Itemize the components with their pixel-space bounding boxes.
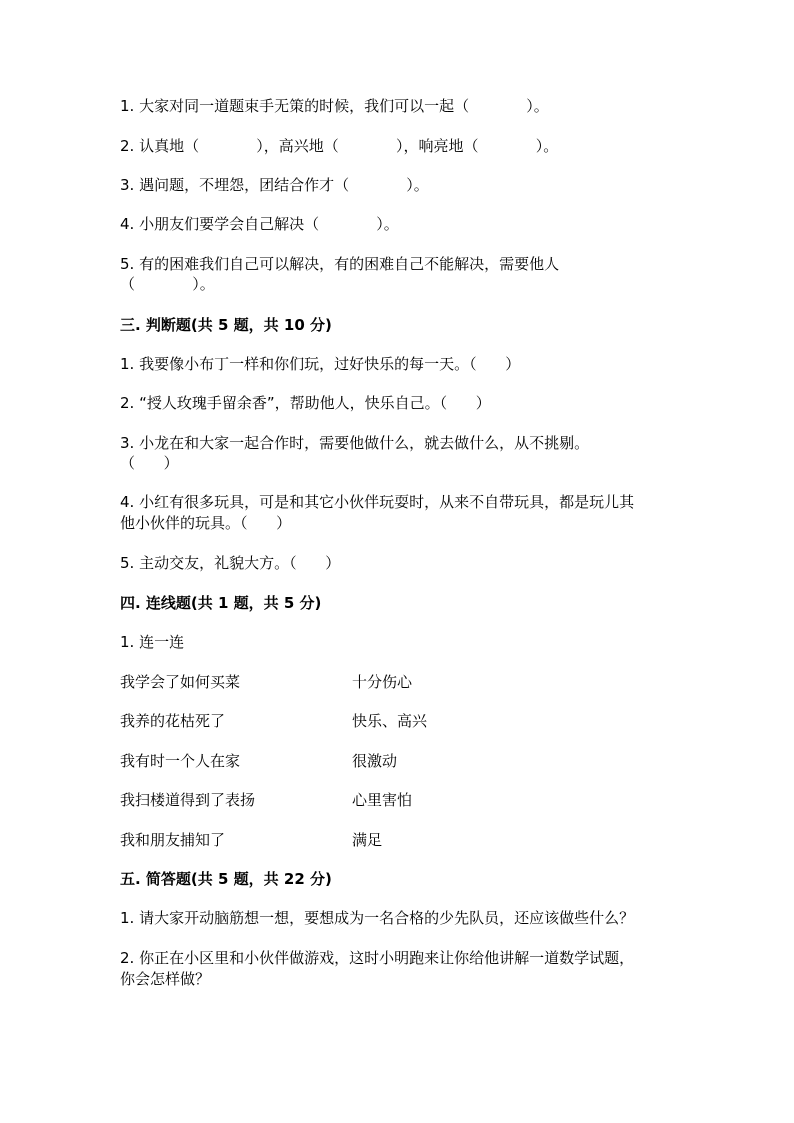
judge-item-4: 4. 小红有很多玩具，可是和其它小伙伴玩耍时，从来不自带玩具，都是玩儿其	[120, 493, 635, 511]
fill-item-5-cont: （ ）。	[120, 275, 215, 293]
short-answer-item-1: 1. 请大家开动脑筋想一想，要想成为一名合格的少先队员，还应该做些什么？	[120, 909, 635, 927]
match-right-5: 满足	[352, 831, 383, 849]
short-answer-item-2-cont: 你会怎样做？	[120, 970, 211, 988]
judge-item-3: 3. 小龙在和大家一起合作时，需要他做什么，就去做什么，从不挑剔。	[120, 434, 590, 452]
fill-item-4: 4. 小朋友们要学会自己解决（ ）。	[120, 215, 399, 233]
judge-item-3-cont: （ ）	[120, 454, 179, 472]
fill-item-5: 5. 有的困难我们自己可以解决，有的困难自己不能解决，需要他人	[120, 255, 560, 273]
judge-item-5: 5. 主动交友，礼貌大方。（ ）	[120, 554, 341, 572]
match-left-5: 我和朋友捕知了	[120, 831, 226, 849]
section-3-heading: 三. 判断题(共 5 题，共 10 分)	[120, 316, 332, 334]
fill-item-3: 3. 遇问题，不埋怨，团结合作才（ ）。	[120, 176, 429, 194]
match-right-3: 很激动	[352, 752, 398, 770]
section-5-heading: 五. 简答题(共 5 题，共 22 分)	[120, 870, 332, 888]
short-answer-item-2: 2. 你正在小区里和小伙伴做游戏，这时小明跑来让你给他讲解一道数学试题，	[120, 949, 635, 967]
judge-item-1: 1. 我要像小布丁一样和你们玩，过好快乐的每一天。（ ）	[120, 355, 521, 373]
fill-item-2: 2. 认真地（ ），高兴地（ ），响亮地（ ）。	[120, 137, 559, 155]
match-left-1: 我学会了如何买菜	[120, 673, 241, 691]
judge-item-4-cont: 他小伙伴的玩具。（ ）	[120, 514, 292, 532]
match-left-3: 我有时一个人在家	[120, 752, 241, 770]
match-left-2: 我养的花枯死了	[120, 712, 226, 730]
judge-item-2: 2. “授人玫瑰手留余香”，帮助他人，快乐自己。（ ）	[120, 394, 491, 412]
match-question: 1. 连一连	[120, 633, 185, 651]
match-left-4: 我扫楼道得到了表扬	[120, 791, 256, 809]
match-right-1: 十分伤心	[352, 673, 413, 691]
match-right-4: 心里害怕	[352, 791, 413, 809]
match-right-2: 快乐、高兴	[352, 712, 428, 730]
fill-item-1: 1. 大家对同一道题束手无策的时候，我们可以一起（ ）。	[120, 97, 549, 115]
section-4-heading: 四. 连线题(共 1 题，共 5 分)	[120, 594, 322, 612]
